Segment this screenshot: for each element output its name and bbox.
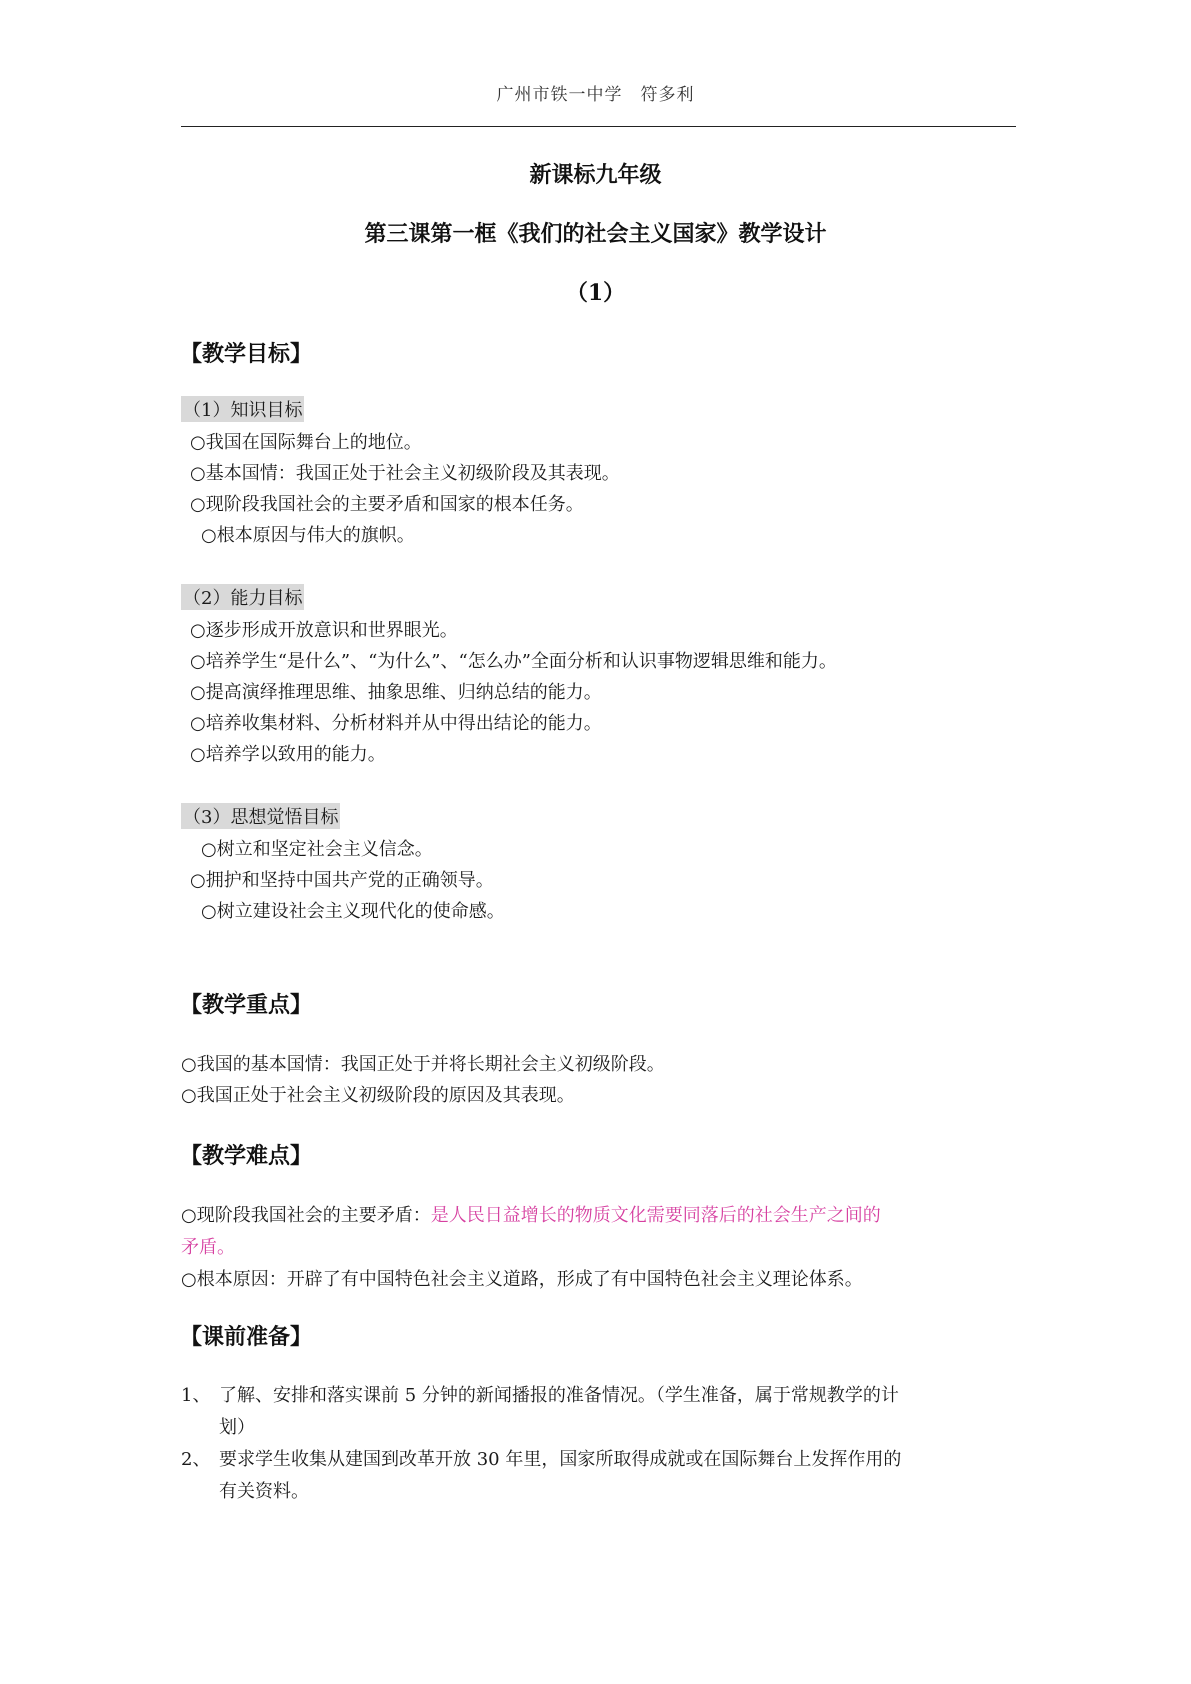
list-item: ○树立和坚定社会主义信念。 (201, 839, 433, 860)
difficulty-prefix: ○现阶段我国社会的主要矛盾： (181, 1205, 431, 1226)
highlighted-text-continuation: 矛盾。 (181, 1237, 235, 1258)
list-item: ○根本原因与伟大的旗帜。 (201, 525, 415, 546)
list-item: ○培养收集材料、分析材料并从中得出结论的能力。 (190, 713, 602, 734)
list-item: ○培养学以致用的能力。 (190, 744, 386, 765)
list-item: ○拥护和坚持中国共产党的正确领导。 (190, 870, 494, 891)
prep-item-number: 1、 (181, 1385, 211, 1406)
subheading-attitude: （3）思想觉悟目标 (181, 803, 340, 829)
prep-item-number: 2、 (181, 1449, 211, 1470)
section-heading-objectives: 【教学目标】 (180, 341, 313, 367)
list-item: ○我国的基本国情：我国正处于并将长期社会主义初级阶段。 (181, 1054, 665, 1075)
subheading-ability: （2）能力目标 (181, 584, 304, 610)
section-heading-key-points: 【教学重点】 (180, 992, 313, 1018)
doc-title-grade: 新课标九年级 (529, 162, 662, 188)
prep-item-text: 了解、安排和落实课前 5 分钟的新闻播报的准备情况。（学生准备，属于常规教学的计 (219, 1385, 899, 1406)
list-item: ○根本原因：开辟了有中国特色社会主义道路，形成了有中国特色社会主义理论体系。 (181, 1269, 863, 1290)
subheading-knowledge: （1）知识目标 (181, 396, 304, 422)
highlighted-text: 是人民日益增长的物质文化需要同落后的社会生产之间的 (430, 1205, 881, 1226)
list-item: ○逐步形成开放意识和世界眼光。 (190, 620, 458, 641)
list-item: ○树立建设社会主义现代化的使命感。 (201, 901, 505, 922)
list-item: ○现阶段我国社会的主要矛盾和国家的根本任务。 (190, 494, 584, 515)
prep-item-text-continuation: 有关资料。 (219, 1481, 309, 1502)
section-heading-preparation: 【课前准备】 (180, 1324, 313, 1350)
difficulty-item-contradiction (181, 1201, 881, 1227)
list-item: ○我国在国际舞台上的地位。 (190, 432, 422, 453)
doc-title-lesson: 第三课第一框《我们的社会主义国家》教学设计 (364, 221, 827, 247)
section-heading-difficulties: 【教学难点】 (180, 1143, 313, 1169)
list-item: ○我国正处于社会主义初级阶段的原因及其表现。 (181, 1085, 575, 1106)
page-header: 广州市铁一中学 符多利 (496, 85, 695, 105)
prep-item-text-continuation: 划） (219, 1417, 255, 1438)
prep-item-text: 要求学生收集从建国到改革开放 30 年里，国家所取得成就或在国际舞台上发挥作用的 (219, 1449, 902, 1470)
list-item: ○基本国情：我国正处于社会主义初级阶段及其表现。 (190, 463, 620, 484)
list-item: ○提高演绎推理思维、抽象思维、归纳总结的能力。 (190, 682, 602, 703)
header-rule (181, 126, 1016, 127)
list-item: ○培养学生“是什么”、“为什么”、“怎么办”全面分析和认识事物逻辑思维和能力。 (190, 651, 837, 672)
doc-title-part: （1） (565, 280, 626, 306)
